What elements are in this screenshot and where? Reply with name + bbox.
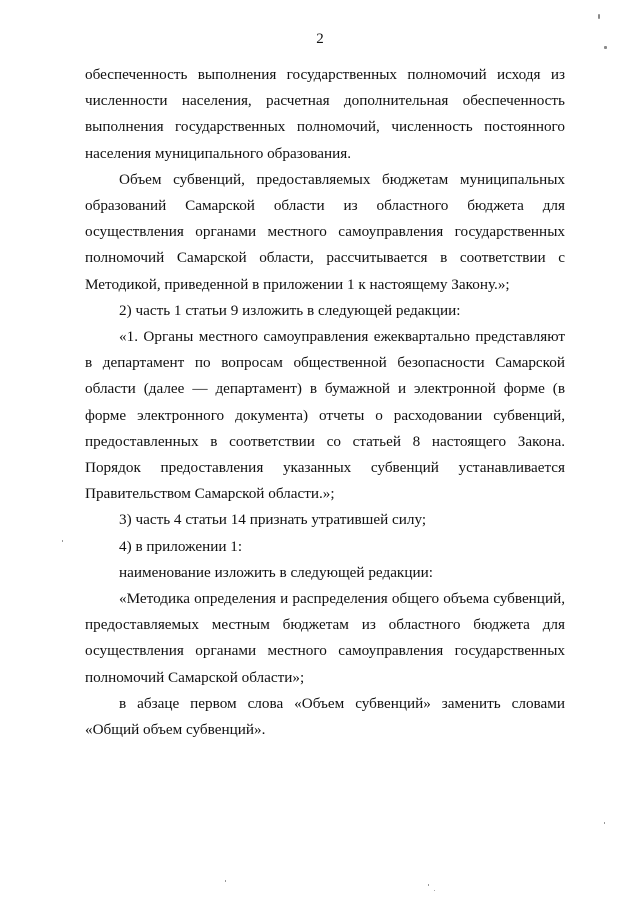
scan-speck — [225, 880, 226, 882]
paragraph-amendment-article-9: 2) часть 1 статьи 9 изложить в следующей редакции: — [119, 301, 461, 319]
scan-speck — [598, 14, 600, 19]
paragraph-article-9-text: «1. Органы местного самоуправления ежеквартально представляют в департамент по вопросам общественной безопасности Самарской области (далее — департамент) в бумажной и электронной форме (в форме электронного документа) отчеты о расходовании субвенций, предоставленных в соответствии со статьей 8 настоящего Закона. Порядок предоставления указанных субвенций устанавливается Правительством Самарской области.»; — [85, 328, 565, 503]
paragraph-subvention-volume: Объем субвенций, предоставляемых бюджетам муниципальных образований Самарской области из областного бюджета для осуществления органами местного самоуправления государственных полномочий Самарской области, рассчитывается в соответствии с Методикой, приведенной в приложении 1 к настоящему Закону.»; — [85, 170, 565, 293]
paragraph-appendix-1: 4) в приложении 1: — [119, 537, 243, 555]
scan-speck — [434, 890, 435, 891]
scan-speck — [62, 540, 63, 542]
page-number: 2 — [316, 31, 324, 47]
scan-speck — [604, 46, 607, 49]
scan-speck — [428, 884, 429, 886]
scan-speck — [604, 822, 605, 824]
document-body — [85, 62, 565, 743]
paragraph-word-replacement: в абзаце первом слова «Объем субвенций» заменить словами «Общий объем субвенций». — [85, 694, 565, 739]
paragraph-methodology-title: «Методика определения и распределения общего объема субвенций, предоставляемых местным бюджетам из областного бюджета для осуществления органами местного самоуправления государственных полномочий Самарской области»; — [85, 590, 565, 686]
paragraph-amendment-article-14: 3) часть 4 статьи 14 признать утратившей силу; — [119, 511, 427, 529]
paragraph-continuation: обеспеченность выполнения государственных полномочий исходя из численности населения, расчетная дополнительная обеспеченность выполнения государственных полномочий, численность постоянного населения муниципального образования. — [85, 66, 565, 162]
paragraph-title-change: наименование изложить в следующей редакции: — [119, 563, 433, 581]
